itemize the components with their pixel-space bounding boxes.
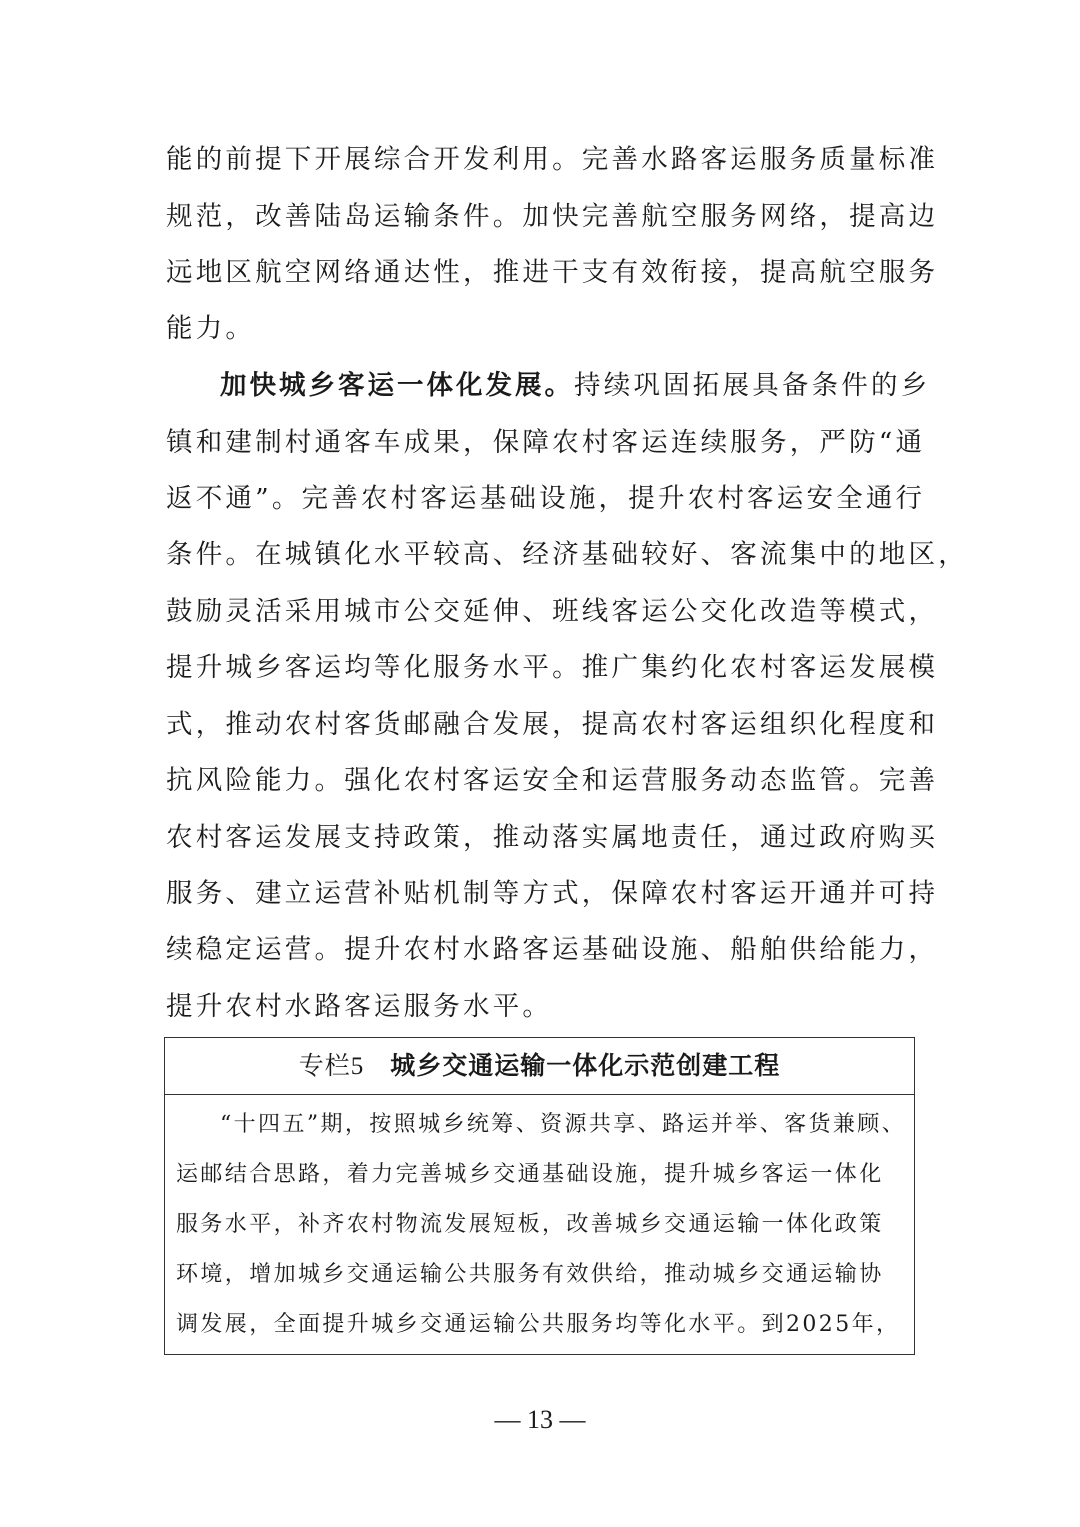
- page-number: — 13 —: [494, 1405, 586, 1434]
- column-box: [164, 1037, 915, 1355]
- column-box-line: 调发展，全面提升城乡交通运输公共服务均等化水平。到2025年，: [176, 1312, 901, 1337]
- column-box-line: 服务水平，补齐农村物流发展短板，改善城乡交通运输一体化政策: [176, 1212, 884, 1237]
- paragraph-line: 农村客运发展支持政策，推动落实属地责任，通过政府购买: [166, 822, 939, 853]
- paragraph-line: 抗风险能力。强化农村客运安全和运营服务动态监管。完善: [166, 765, 939, 796]
- paragraph-line: 式，推动农村客货邮融合发展，提高农村客运组织化程度和: [166, 709, 939, 740]
- column-box-header: [165, 1038, 914, 1095]
- paragraph-line: 提升城乡客运均等化服务水平。推广集约化农村客运发展模: [166, 652, 939, 683]
- column-box-line: 运邮结合思路，着力完善城乡交通基础设施，提升城乡客运一体化: [176, 1162, 884, 1187]
- paragraph-line: 能力。: [166, 313, 256, 344]
- paragraph-heading: 加快城乡客运一体化发展。: [220, 370, 574, 401]
- column-box-line: 环境，增加城乡交通运输公共服务有效供给，推动城乡交通运输协: [176, 1262, 884, 1287]
- column-label: 专栏5: [298, 1053, 365, 1080]
- paragraph-line: 提升农村水路客运服务水平。: [166, 991, 553, 1022]
- paragraph-line: 续稳定运营。提升农村水路客运基础设施、船舶供给能力，: [166, 934, 939, 965]
- paragraph-line: 条件。在城镇化水平较高、经济基础较好、客流集中的地区，: [166, 539, 968, 570]
- paragraph-line: 服务、建立运营补贴机制等方式，保障农村客运开通并可持: [166, 878, 939, 909]
- paragraph-first-line: [220, 368, 980, 404]
- paragraph-line: 规范，改善陆岛运输条件。加快完善航空服务网络，提高边: [166, 201, 939, 232]
- paragraph-line: 远地区航空网络通达性，推进干支有效衔接，提高航空服务: [166, 257, 939, 288]
- column-box-line: “十四五”期，按照城乡统筹、资源共享、路运并举、客货兼顾、: [220, 1112, 907, 1137]
- paragraph-line: 返不通”。完善农村客运基础设施，提升农村客运安全通行: [166, 483, 926, 514]
- paragraph-line: 鼓励灵活采用城市公交延伸、班线客运公交化改造等模式，: [166, 596, 939, 627]
- paragraph-line: 镇和建制村通客车成果，保障农村客运连续服务，严防“通: [166, 427, 926, 458]
- paragraph-line: 能的前提下开展综合开发利用。完善水路客运服务质量标准: [166, 144, 939, 175]
- column-title: 城乡交通运输一体化示范创建工程: [390, 1051, 781, 1080]
- paragraph-text: 持续巩固拓展具备条件的乡: [574, 370, 931, 401]
